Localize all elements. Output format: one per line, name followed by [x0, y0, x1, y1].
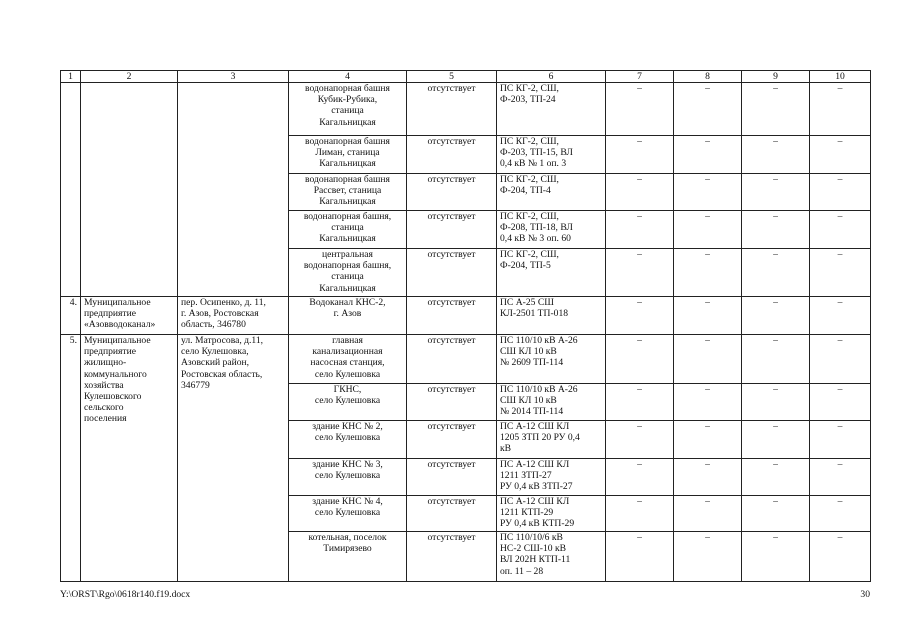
value-cell: – — [810, 384, 871, 421]
supply-cell: ПС А-12 СШ КЛ 1211 ЗТП-27 РУ 0,4 кВ ЗТП-27 — [497, 459, 606, 496]
status-cell: отсутствует — [407, 211, 497, 249]
supply-cell: ПС КГ-2, СШ, Ф-204, ТП-4 — [497, 174, 606, 211]
value-cell: – — [742, 532, 810, 582]
value-cell: – — [606, 83, 674, 136]
value-cell: – — [742, 384, 810, 421]
row-number-cell: 4. — [61, 297, 81, 335]
value-cell: – — [606, 532, 674, 582]
organization-cell: Муниципальное предприятие «Азовводоканал» — [81, 297, 178, 335]
row-number-cell: 5. — [61, 335, 81, 582]
col-header: 4 — [289, 71, 407, 83]
value-cell: – — [674, 83, 742, 136]
column-number-row — [61, 71, 871, 83]
value-cell: – — [810, 83, 871, 136]
table-row — [61, 297, 871, 335]
value-cell: – — [606, 496, 674, 532]
supply-cell: ПС А-12 СШ КЛ 1211 КТП-29 РУ 0,4 кВ КТП-29 — [497, 496, 606, 532]
page-number: 30 — [860, 589, 870, 600]
value-cell: – — [742, 83, 810, 136]
value-cell: – — [674, 297, 742, 335]
value-cell: – — [810, 174, 871, 211]
col-header: 2 — [81, 71, 178, 83]
value-cell: – — [742, 421, 810, 459]
value-cell: – — [742, 496, 810, 532]
object-cell: здание КНС № 3, село Кулешовка — [289, 459, 407, 496]
value-cell: – — [742, 459, 810, 496]
value-cell: – — [674, 421, 742, 459]
value-cell: – — [810, 211, 871, 249]
object-cell: здание КНС № 2, село Кулешовка — [289, 421, 407, 459]
object-cell: ГКНС, село Кулешовка — [289, 384, 407, 421]
col-header: 8 — [674, 71, 742, 83]
status-cell: отсутствует — [407, 136, 497, 174]
col-header: 6 — [497, 71, 606, 83]
supply-cell: ПС А-25 СШ КЛ-2501 ТП-018 — [497, 297, 606, 335]
value-cell: – — [810, 459, 871, 496]
table-row — [61, 83, 871, 136]
status-cell: отсутствует — [407, 532, 497, 582]
value-cell: – — [742, 249, 810, 297]
value-cell: – — [810, 335, 871, 384]
status-cell: отсутствует — [407, 249, 497, 297]
value-cell: – — [674, 335, 742, 384]
status-cell: отсутствует — [407, 384, 497, 421]
object-cell: главная канализационная насосная станция, село Кулешовка — [289, 335, 407, 384]
col-header: 10 — [810, 71, 871, 83]
value-cell: – — [674, 249, 742, 297]
col-header: 7 — [606, 71, 674, 83]
value-cell: – — [810, 136, 871, 174]
object-cell: центральная водонапорная башня, станица Кагальницкая — [289, 249, 407, 297]
object-cell: котельная, поселок Тимирязево — [289, 532, 407, 582]
supply-cell: ПС КГ-2, СШ, Ф-203, ТП-24 — [497, 83, 606, 136]
value-cell: – — [606, 174, 674, 211]
supply-cell: ПС 110/10/6 кВ НС-2 СШ-10 кВ ВЛ 202Н КТП-11 оп. 11 – 28 — [497, 532, 606, 582]
value-cell: – — [810, 496, 871, 532]
status-cell: отсутствует — [407, 83, 497, 136]
value-cell: – — [674, 384, 742, 421]
status-cell: отсутствует — [407, 335, 497, 384]
row-number-cell — [61, 83, 81, 297]
value-cell: – — [810, 421, 871, 459]
organization-cell: Муниципальное предприятие жилищно- коммунального хозяйства Кулешовского сельского поселения — [81, 335, 178, 582]
value-cell: – — [810, 532, 871, 582]
value-cell: – — [606, 136, 674, 174]
footer-file-path: Y:\ORST\Rgo\0618r140.f19.docx — [60, 589, 191, 600]
value-cell: – — [606, 211, 674, 249]
object-cell: здание КНС № 4, село Кулешовка — [289, 496, 407, 532]
value-cell: – — [742, 174, 810, 211]
value-cell: – — [742, 211, 810, 249]
value-cell: – — [810, 249, 871, 297]
supply-cell: ПС КГ-2, СШ, Ф-204, ТП-5 — [497, 249, 606, 297]
col-header: 3 — [178, 71, 289, 83]
value-cell: – — [674, 136, 742, 174]
table-row — [61, 335, 871, 384]
status-cell: отсутствует — [407, 174, 497, 211]
value-cell: – — [606, 249, 674, 297]
supply-cell: ПС 110/10 кВ А-26 СШ КЛ 10 кВ № 2609 ТП-114 — [497, 335, 606, 384]
address-cell: пер. Осипенко, д. 11, г. Азов, Ростовская область, 346780 — [178, 297, 289, 335]
value-cell: – — [742, 297, 810, 335]
value-cell: – — [742, 335, 810, 384]
status-cell: отсутствует — [407, 459, 497, 496]
value-cell: – — [674, 496, 742, 532]
value-cell: – — [606, 384, 674, 421]
organization-cell — [81, 83, 178, 297]
value-cell: – — [674, 174, 742, 211]
value-cell: – — [674, 459, 742, 496]
value-cell: – — [606, 459, 674, 496]
col-header: 1 — [61, 71, 81, 83]
supply-cell: ПС А-12 СШ КЛ 1205 ЗТП 20 РУ 0,4 кВ — [497, 421, 606, 459]
value-cell: – — [606, 297, 674, 335]
data-table — [60, 70, 871, 582]
object-cell: водонапорная башня Лиман, станица Кагальницкая — [289, 136, 407, 174]
object-cell: водонапорная башня Кубик-Рубика, станица Кагальницкая — [289, 83, 407, 136]
supply-cell: ПС 110/10 кВ А-26 СШ КЛ 10 кВ № 2014 ТП-114 — [497, 384, 606, 421]
col-header: 9 — [742, 71, 810, 83]
value-cell: – — [606, 421, 674, 459]
supply-cell: ПС КГ-2, СШ, Ф-208, ТП-18, ВЛ 0,4 кВ № 3 оп. 60 — [497, 211, 606, 249]
object-cell: Водоканал КНС-2, г. Азов — [289, 297, 407, 335]
supply-cell: ПС КГ-2, СШ, Ф-203, ТП-15, ВЛ 0,4 кВ № 1 оп. 3 — [497, 136, 606, 174]
address-cell — [178, 83, 289, 297]
value-cell: – — [742, 136, 810, 174]
object-cell: водонапорная башня Рассвет, станица Кагальницкая — [289, 174, 407, 211]
address-cell: ул. Матросова, д.11, село Кулешовка, Азовский район, Ростовская область, 346779 — [178, 335, 289, 582]
status-cell: отсутствует — [407, 496, 497, 532]
value-cell: – — [810, 297, 871, 335]
value-cell: – — [674, 532, 742, 582]
value-cell: – — [606, 335, 674, 384]
status-cell: отсутствует — [407, 297, 497, 335]
object-cell: водонапорная башня, станица Кагальницкая — [289, 211, 407, 249]
value-cell: – — [674, 211, 742, 249]
col-header: 5 — [407, 71, 497, 83]
status-cell: отсутствует — [407, 421, 497, 459]
